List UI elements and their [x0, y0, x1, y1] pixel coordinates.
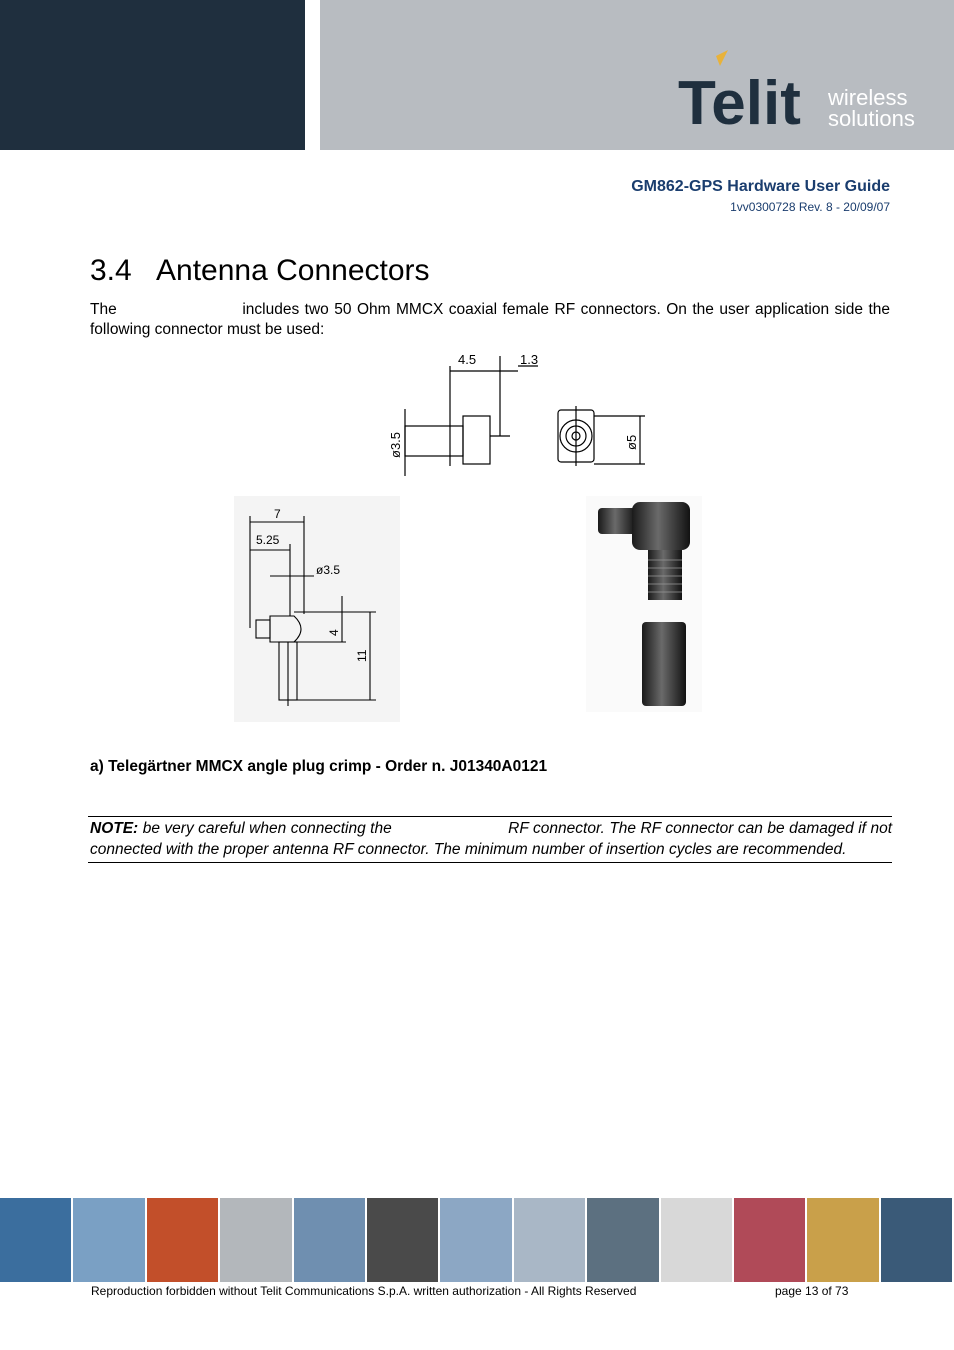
dim-4: 4: [327, 629, 341, 636]
footer-strip-tile: [73, 1198, 144, 1282]
footer-strip-tile: [147, 1198, 218, 1282]
dim-d3-5: ø3.5: [388, 431, 403, 458]
footer-strip-tile: [734, 1198, 805, 1282]
section-heading: [90, 254, 430, 288]
dim-5-25: 5.25: [256, 533, 280, 547]
footer-strip-tile: [367, 1198, 438, 1282]
section-title-text: Antenna Connectors: [156, 254, 430, 287]
footer-strip-tile: [881, 1198, 952, 1282]
logo-tag-solutions: solutions: [828, 106, 915, 131]
connector-dimension-drawing-top: [380, 346, 670, 496]
document-revision: 1vv0300728 Rev. 8 - 20/09/07: [730, 200, 890, 214]
dim-4-5: 4.5: [458, 352, 477, 367]
intro-paragraph: The includes two 50 Ohm MMCX coaxial female RF connectors. On the user application side the following connector must be used:: [90, 301, 895, 338]
dim-7: 7: [274, 507, 281, 521]
section-number: 3.4: [90, 254, 132, 287]
connector-photo: [586, 496, 702, 712]
note-box: [88, 816, 897, 863]
footer-image-strip: [0, 1198, 954, 1282]
figure-caption: a) Telegärtner MMCX angle plug crimp - Order n. J01340A0121: [90, 758, 548, 775]
header-dark-panel: [0, 0, 305, 150]
page-number: page 13 of 73: [775, 1284, 849, 1298]
dim-11: 11: [355, 649, 369, 662]
footer-strip-tile: [514, 1198, 585, 1282]
footer-strip-tile: [661, 1198, 732, 1282]
document-title: GM862-GPS Hardware User Guide: [631, 178, 890, 195]
footer-strip-tile: [220, 1198, 291, 1282]
connector-dimension-drawing-side: [234, 496, 400, 722]
footer-strip-tile: [0, 1198, 71, 1282]
logo-tag-wireless: wireless: [828, 85, 908, 110]
note-label: NOTE:: [90, 820, 139, 837]
dim-d3-5-side: ø3.5: [316, 563, 341, 577]
dim-d5: ø5: [624, 434, 639, 450]
logo-word: Telit: [678, 69, 801, 138]
footer-strip-tile: [587, 1198, 658, 1282]
footer-strip-tile: [807, 1198, 878, 1282]
dim-1-3: 1.3: [520, 352, 539, 367]
footer-strip-tile: [294, 1198, 365, 1282]
telit-logo: [676, 48, 936, 138]
footer-strip-tile: [440, 1198, 511, 1282]
note-text: be very careful when connecting the RF connector. The RF connector can be damaged if not connected with the proper antenna RF connector. The minimum number of insertion cycles are recommended.: [90, 820, 897, 858]
footer-copyright: Reproduction forbidden without Telit Communications S.p.A. written authorization - All Rights Reserved: [91, 1284, 637, 1298]
